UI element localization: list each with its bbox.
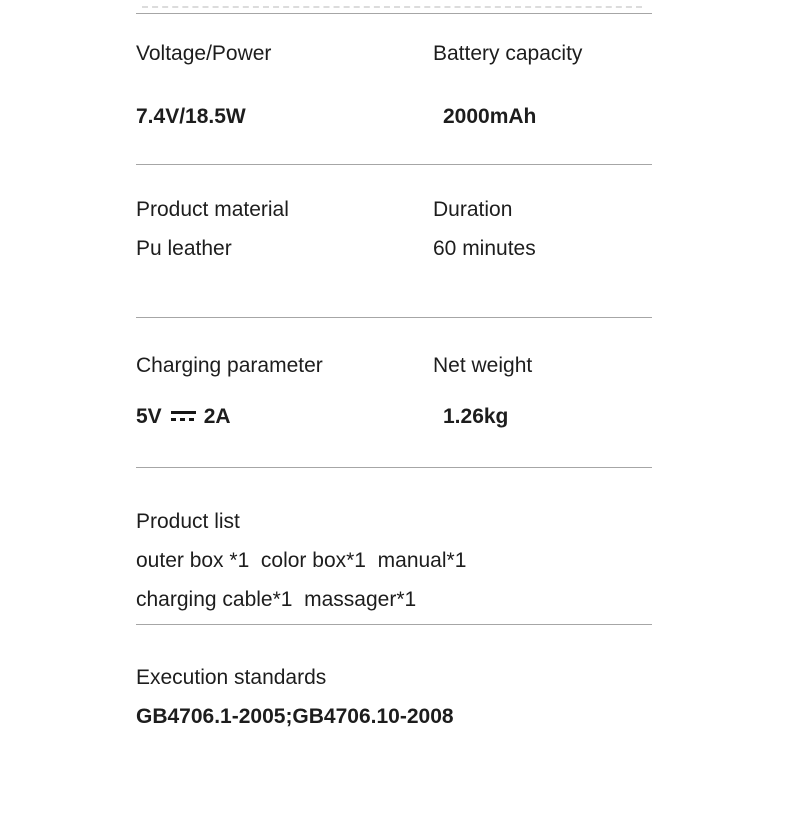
duration-value: 60 minutes [433,237,536,260]
charging-value-suffix: 2A [203,405,231,428]
voltage-power-label: Voltage/Power [136,42,272,65]
spec-value-row [136,97,652,136]
execution-standards-value: GB4706.1-2005;GB4706.10-2008 [136,705,454,728]
spec-label-row [136,34,652,73]
voltage-power-value: 7.4V/18.5W [136,105,246,128]
charging-parameter-value [136,397,433,436]
product-material-value: Pu leather [136,237,232,260]
charging-parameter-label: Charging parameter [136,354,323,377]
spec-label-row [136,346,652,385]
battery-capacity-value: 2000mAh [443,105,537,128]
spec-label-row [136,190,652,229]
section-execution-standards [136,625,652,736]
spec-value-row [136,397,652,436]
direct-current-icon [171,411,196,423]
top-dashed-divider [142,6,642,8]
product-list-line-1: outer box *1 color box*1 manual*1 [136,549,467,572]
section-product-list [136,468,652,624]
product-material-label: Product material [136,198,289,221]
section-material-duration [136,165,652,317]
battery-capacity-label: Battery capacity [433,42,583,65]
duration-label: Duration [433,198,513,221]
net-weight-value: 1.26kg [443,405,509,428]
net-weight-label: Net weight [433,354,533,377]
section-power-battery [136,14,652,164]
section-charging-weight [136,318,652,467]
charging-value-prefix: 5V [136,405,162,428]
product-list-title: Product list [136,510,240,533]
product-list-line-2: charging cable*1 massager*1 [136,588,417,611]
spec-sheet [136,0,652,736]
spec-value-row [136,229,652,268]
execution-standards-title: Execution standards [136,666,327,689]
